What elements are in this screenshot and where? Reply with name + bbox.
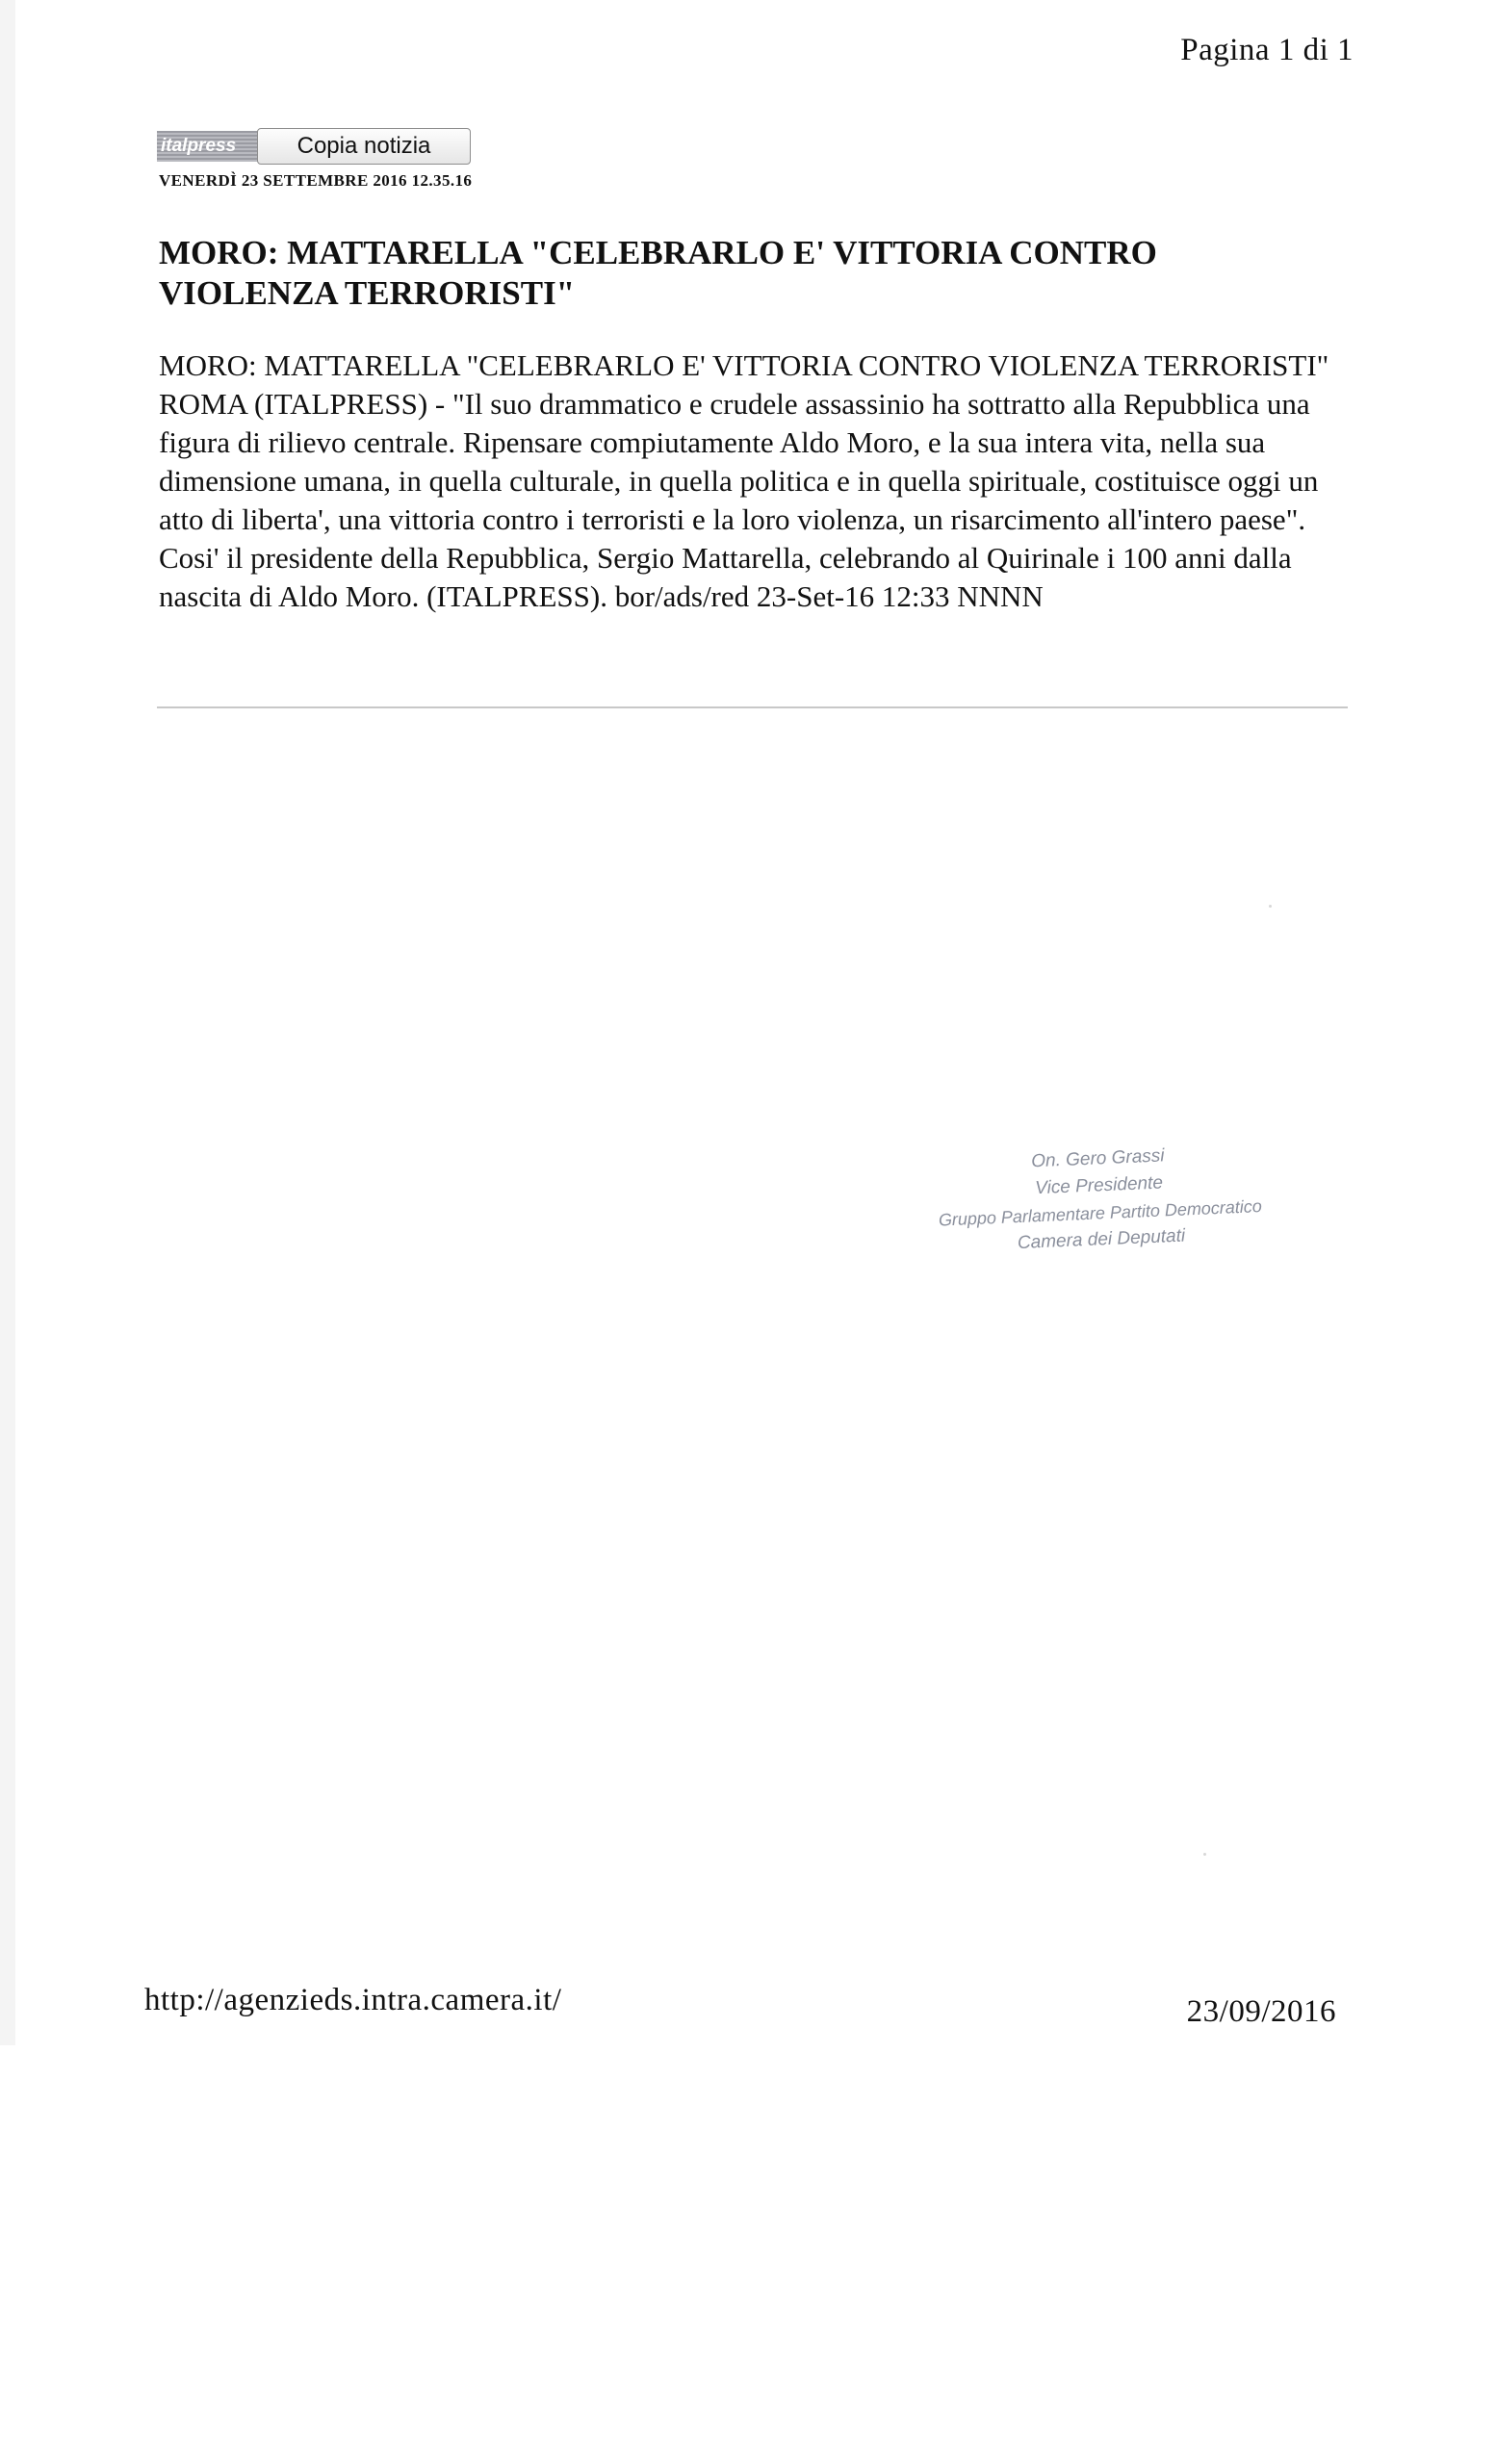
- footer-url: http://agenzieds.intra.camera.it/: [144, 1983, 562, 2017]
- article-date: VENERDÌ 23 SETTEMBRE 2016 12.35.16: [159, 171, 473, 190]
- stamp-role: Vice Presidente: [1034, 1172, 1164, 1199]
- footer-date: 23/09/2016: [1186, 1994, 1336, 2029]
- toolbar: [157, 128, 471, 165]
- scan-speck: [1203, 1853, 1206, 1856]
- page-number: Pagina 1 di 1: [1180, 33, 1354, 67]
- article-body: MORO: MATTARELLA "CELEBRARLO E' VITTORIA CONTRO VIOLENZA TERRORISTI" ROMA (ITALPRESS) - "Il suo drammatico e crudele assassinio ha sottratto alla Repubblica una figura di rilievo centrale. Ripensare compiutamente Aldo Moro, e la sua intera vita, nella sua dimensione umana, in quella culturale, in quella politica e in quella spirituale, costituisce oggi un atto di liberta', una vittoria contro i terroristi e la loro violenza, un risarcimento all'intero paese". Cosi' il presidente della Repubblica, Sergio Mattarella, celebrando al Quirinale i 100 anni dalla nascita di Aldo Moro. (ITALPRESS). bor/ads/red 23-Set-16 12:33 NNNN: [159, 348, 1329, 613]
- italpress-logo: italpress: [157, 131, 259, 162]
- stamp-chamber: Camera dei Deputati: [1017, 1225, 1186, 1254]
- divider: [157, 706, 1348, 708]
- scan-edge: [0, 0, 15, 2045]
- copy-news-button[interactable]: Copia notizia: [257, 128, 471, 165]
- official-stamp: [886, 1137, 1313, 1263]
- stamp-group: Gruppo Parlamentare Partito Democratico: [938, 1196, 1263, 1230]
- stamp-name: On. Gero Grassi: [1030, 1145, 1165, 1172]
- scan-speck: [1269, 905, 1272, 908]
- article-headline: MORO: MATTARELLA "CELEBRARLO E' VITTORIA CONTRO VIOLENZA TERRORISTI": [159, 234, 1157, 312]
